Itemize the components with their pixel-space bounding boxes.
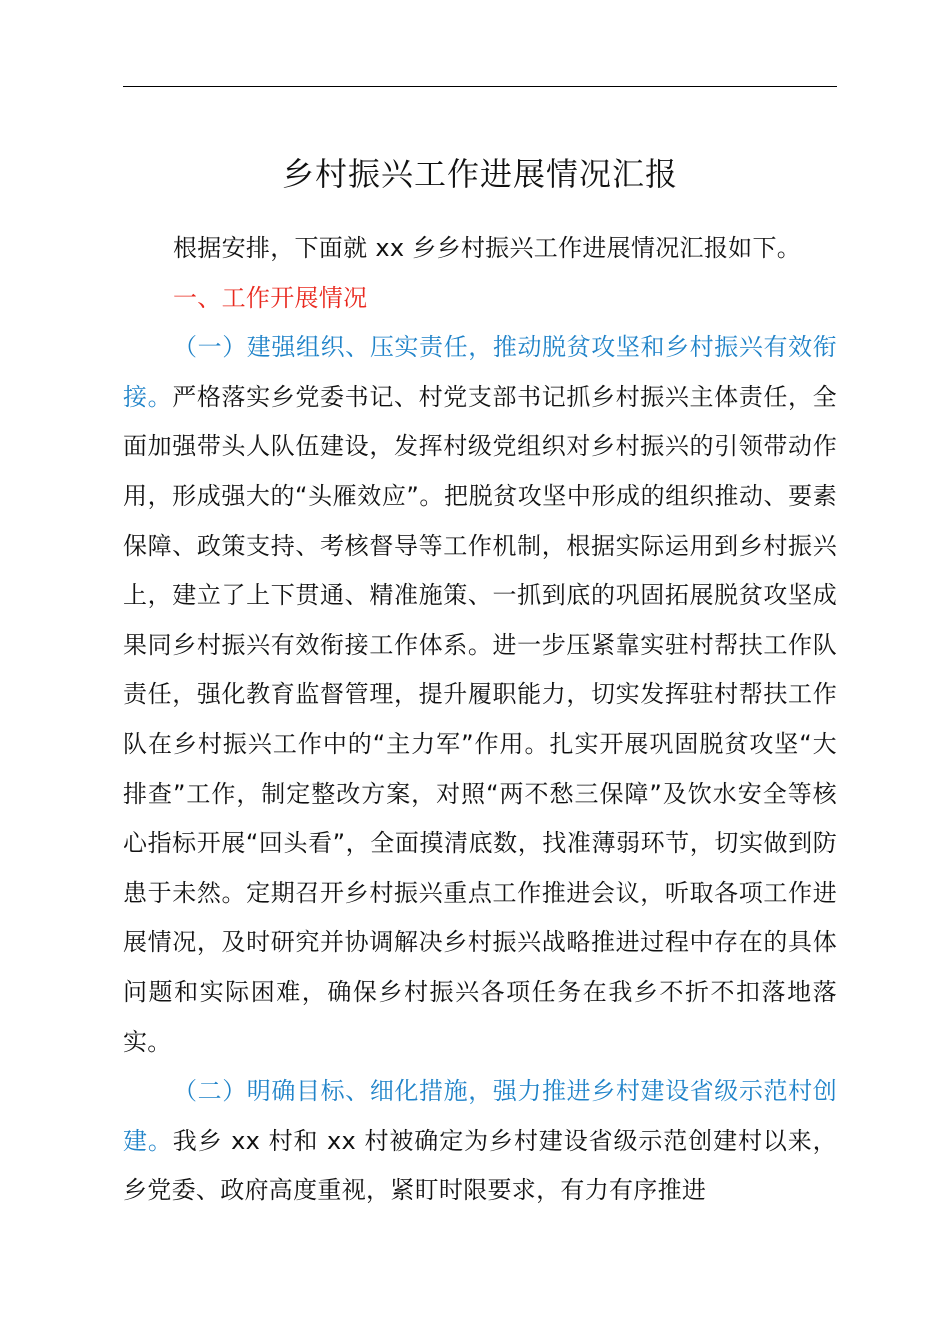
document-title: 乡村振兴工作进展情况汇报 xyxy=(281,155,678,193)
paragraph-item-2 xyxy=(123,1067,837,1216)
document-body xyxy=(123,224,837,1216)
header-rule xyxy=(123,86,837,87)
item-1-heading: （一）建强组织、压实责任，推动脱贫攻坚和乡村振兴有效衔接。 xyxy=(123,333,837,411)
section-heading: 一、工作开展情况 xyxy=(173,283,368,312)
item-2-heading: （二）明确目标、细化措施，强力推进乡村建设省级示范村创建。 xyxy=(123,1077,837,1155)
intro-paragraph: 根据安排，下面就 xx 乡乡村振兴工作进展情况汇报如下。 xyxy=(173,234,802,262)
paragraph-item-1 xyxy=(123,323,837,1067)
item-2-body: 我乡 xx 村和 xx 村被确定为乡村建设省级示范创建村以来，乡党委、政府高度重视，紧盯时限要求，有力有序推进 xyxy=(123,1126,837,1205)
item-1-body: 严格落实乡党委书记、村党支部书记抓乡村振兴主体责任，全面加强带头人队伍建设，发挥村级党组织对乡村振兴的引领带动作用，形成强大的“头雁效应”。把脱贫攻坚中形成的组织推动、要素保障、政策支持、考核督导等工作机制，根据实际运用到乡村振兴上，建立了上下贯通、精准施策、一抓到底的巩固拓展脱贫攻坚成果同乡村振兴有效衔接工作体系。进一步压紧靠实驻村帮扶工作队责任，强化教育监督管理，提升履职能力，切实发挥驻村帮扶工作队在乡村振兴工作中的“主力军”作用。扎实开展巩固脱贫攻坚“大排查”工作，制定整改方案，对照“两不愁三保障”及饮水安全等核心指标开展“回头看”，全面摸清底数，找准薄弱环节，切实做到防患于未然。定期召开乡村振兴重点工作推进会议，听取各项工作进展情况，及时研究并协调解决乡村振兴战略推进过程中存在的具体问题和实际困难，确保乡村振兴各项任务在我乡不折不扣落地落实。 xyxy=(123,382,837,1056)
